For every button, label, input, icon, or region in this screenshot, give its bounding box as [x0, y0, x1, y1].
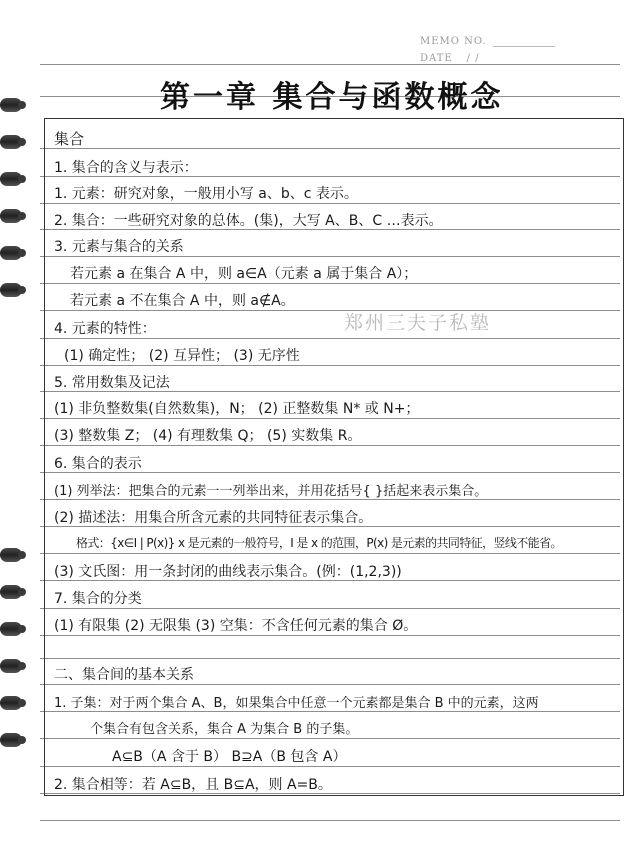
section-heading-sets: 集合 — [54, 130, 85, 148]
binding-ring — [0, 659, 22, 673]
binding-ring — [0, 622, 22, 636]
heading-set-classification: 7. 集合的分类 — [54, 591, 142, 607]
ruled-line — [40, 64, 620, 65]
text-properties-list: (1) 确定性； (2) 互异性； (3) 无序性 — [64, 348, 300, 364]
binding-ring — [0, 135, 22, 149]
text-subset-definition: 1. 子集：对于两个集合 A、B，如果集合中任意一个元素都是集合 B 中的元素，这两 — [54, 696, 539, 711]
text-description-method: (2) 描述法：用集合所含元素的共同特征表示集合。 — [54, 510, 373, 526]
ruled-line — [40, 820, 620, 821]
heading-element-properties: 4. 元素的特性： — [54, 321, 156, 337]
text-venn-diagram: (3) 文氏图：用一条封闭的曲线表示集合。(例：(1,2,3)) — [54, 564, 402, 580]
binding-ring — [0, 209, 22, 223]
binding-ring — [0, 246, 22, 260]
text-number-sets-2: (3) 整数集 Z； (4) 有理数集 Q； (5) 实数集 R。 — [54, 428, 362, 444]
binding-ring — [0, 98, 22, 112]
binding-ring — [0, 585, 22, 599]
text-subset-definition-cont: 个集合有包含关系，集合 A 为集合 B 的子集。 — [90, 722, 359, 737]
watermark: 郑州三夫子私塾 — [344, 312, 492, 334]
memo-no-line — [493, 36, 555, 47]
text-belongs-to: 若元素 a 在集合 A 中，则 a∈A（元素 a 属于集合 A）； — [70, 266, 418, 282]
memo-header — [420, 30, 555, 64]
memo-no-label: MEMO NO. — [420, 36, 487, 47]
section-heading-relations: 二、集合间的基本关系 — [54, 667, 194, 683]
heading-meaning-representation: 1. 集合的含义与表示： — [54, 160, 198, 176]
date-label: DATE — [420, 53, 453, 64]
text-not-belongs-to: 若元素 a 不在集合 A 中，则 a∉A。 — [70, 293, 295, 309]
date-separator: / / — [466, 53, 480, 64]
binding-ring — [0, 696, 22, 710]
binding-ring — [0, 172, 22, 186]
text-number-sets-1: (1) 非负整数集(自然数集)，N； (2) 正整数集 N* 或 N+； — [54, 401, 420, 417]
item-element: 1. 元素：研究对象，一般用小写 a、b、c 表示。 — [54, 186, 358, 202]
chapter-title: 第一章 集合与函数概念 — [160, 80, 504, 115]
heading-common-number-sets: 5. 常用数集及记法 — [54, 375, 170, 391]
text-classification-list: (1) 有限集 (2) 无限集 (3) 空集：不含任何元素的集合 Ø。 — [54, 618, 418, 634]
binding-ring — [0, 548, 22, 562]
binding-ring — [0, 733, 22, 747]
heading-element-set-relation: 3. 元素与集合的关系 — [54, 239, 184, 255]
binding-ring — [0, 283, 22, 297]
heading-set-representation: 6. 集合的表示 — [54, 456, 142, 472]
text-set-equality: 2. 集合相等：若 A⊆B，且 B⊆A，则 A=B。 — [54, 777, 332, 793]
text-listing-method: (1) 列举法：把集合的元素一一列举出来，并用花括号{ }括起来表示集合。 — [54, 484, 488, 499]
text-subset-notation: A⊆B（A 含于 B） B⊇A（B 包含 A） — [112, 749, 347, 765]
item-set: 2. 集合：一些研究对象的总体。(集)，大写 A、B、C …表示。 — [54, 213, 443, 229]
text-format: 格式：{x∈I | P(x)} x 是元素的一般符号，I 是 x 的范围，P(x) 是元素的共同特征，竖线不能省。 — [76, 536, 562, 550]
